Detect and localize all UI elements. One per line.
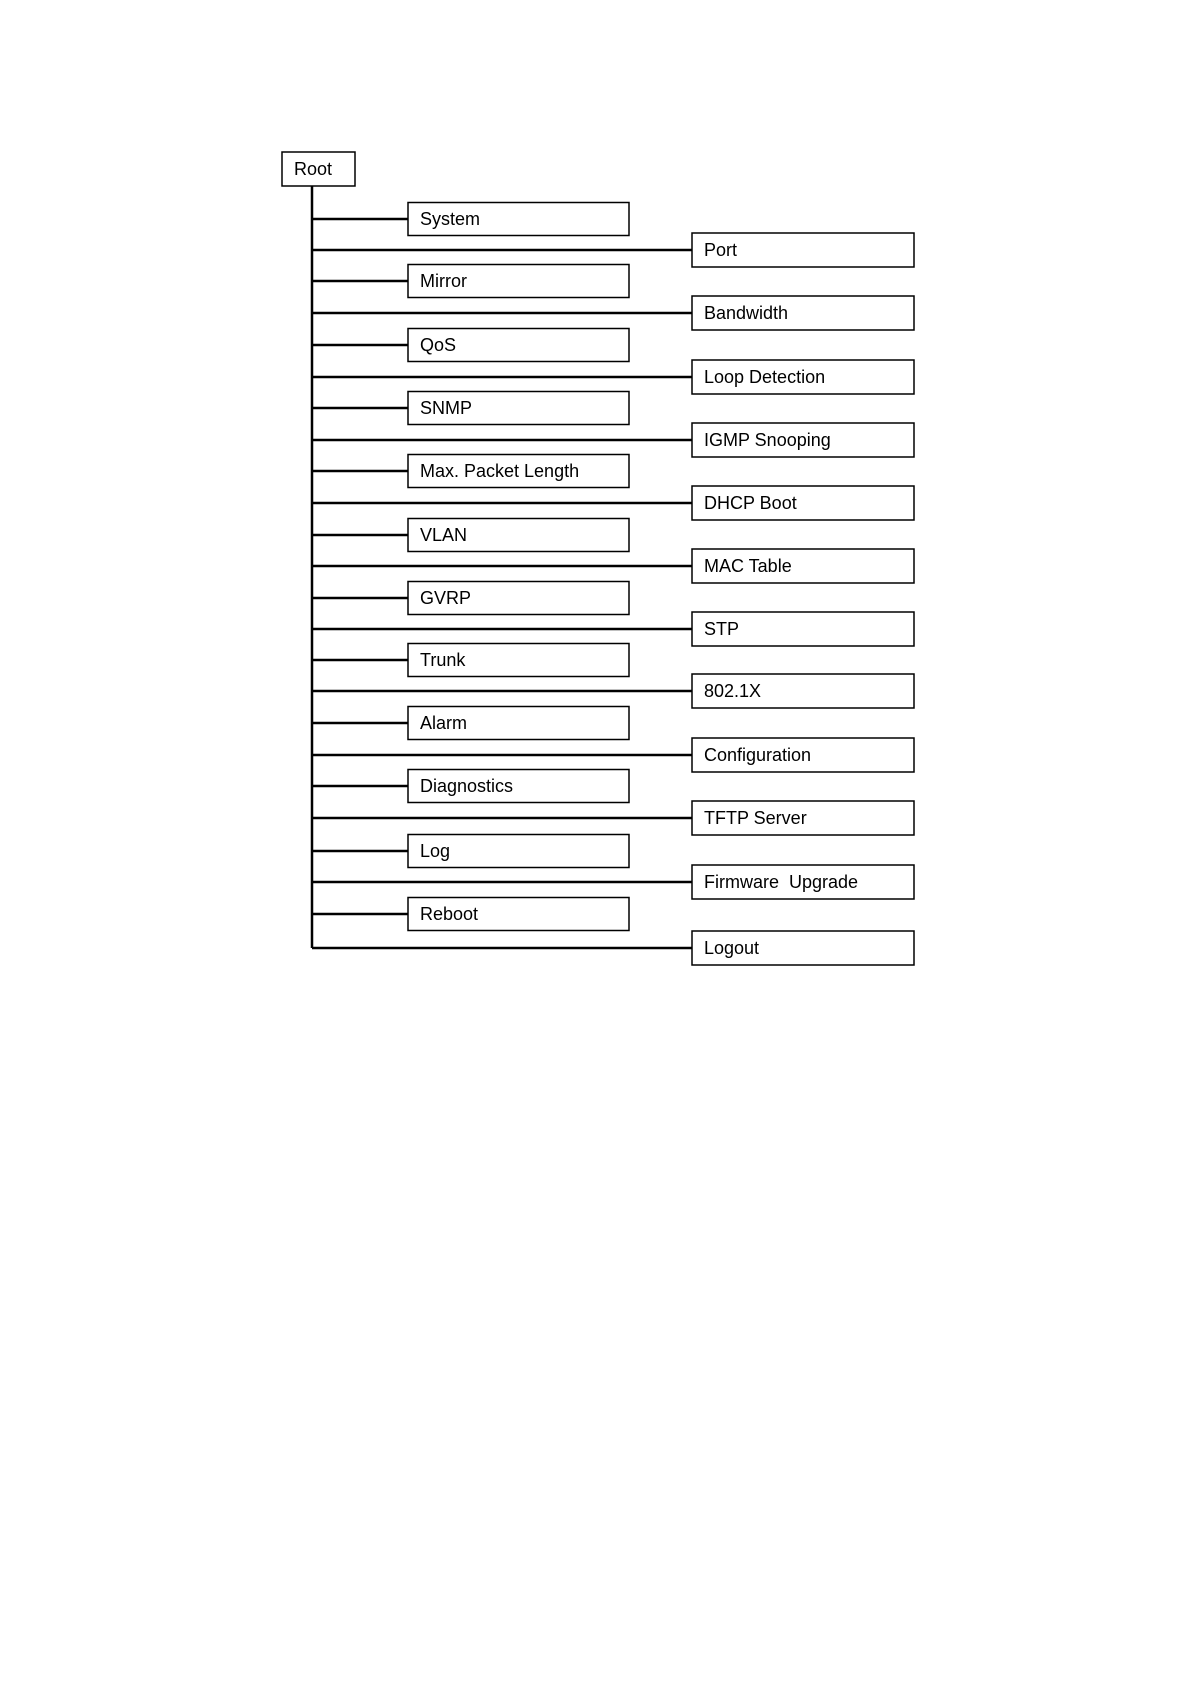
menu-node-gvrp: [312, 582, 629, 615]
menu-node-configuration: [312, 738, 914, 772]
menu-node-label-802-1x: 802.1X: [704, 681, 762, 701]
menu-node-system: [312, 203, 629, 236]
menu-node-logout: [312, 931, 914, 965]
menu-node-label-alarm: Alarm: [420, 713, 468, 733]
menu-node-diagnostics: [312, 770, 629, 803]
menu-node-802-1x: [312, 674, 914, 708]
menu-node-qos: [312, 329, 629, 362]
menu-node-label-gvrp: GVRP: [420, 588, 472, 608]
menu-node-label-max-packet-length: Max. Packet Length: [420, 461, 580, 481]
menu-node-label-snmp: SNMP: [420, 398, 473, 418]
root-node: [282, 152, 355, 186]
menu-node-label-loop-detection: Loop Detection: [704, 367, 826, 387]
menu-node-label-dhcp-boot: DHCP Boot: [704, 493, 797, 513]
menu-node-igmp-snooping: [312, 423, 914, 457]
menu-node-label-diagnostics: Diagnostics: [420, 776, 514, 796]
menu-node-firmware-upgrade: [312, 865, 914, 899]
menu-node-label-mac-table: MAC Table: [704, 556, 792, 576]
menu-node-stp: [312, 612, 914, 646]
menu-node-alarm: [312, 707, 629, 740]
menu-node-tftp-server: [312, 801, 914, 835]
menu-node-label-reboot: Reboot: [420, 904, 479, 924]
menu-node-label-log: Log: [420, 841, 451, 861]
menu-node-bandwidth: [312, 296, 914, 330]
menu-node-port: [312, 233, 914, 267]
menu-node-label-qos: QoS: [420, 335, 457, 355]
menu-node-max-packet-length: [312, 455, 629, 488]
menu-node-trunk: [312, 644, 629, 677]
menu-node-label-tftp-server: TFTP Server: [704, 808, 807, 828]
menu-node-label-stp: STP: [704, 619, 740, 639]
menu-node-label-bandwidth: Bandwidth: [704, 303, 789, 323]
menu-node-mirror: [312, 265, 629, 298]
menu-node-reboot: [312, 898, 629, 931]
menu-node-label-mirror: Mirror: [420, 271, 467, 291]
menu-node-label-logout: Logout: [704, 938, 760, 958]
menu-node-log: [312, 835, 629, 868]
root-node-label: Root: [294, 159, 333, 179]
menu-node-snmp: [312, 392, 629, 425]
menu-node-label-igmp-snooping: IGMP Snooping: [704, 430, 831, 450]
menu-node-label-port: Port: [704, 240, 738, 260]
menu-node-label-vlan: VLAN: [420, 525, 468, 545]
menu-node-mac-table: [312, 549, 914, 583]
menu-node-label-firmware-upgrade: Firmware Upgrade: [704, 872, 859, 892]
menu-node-label-trunk: Trunk: [420, 650, 466, 670]
menu-node-dhcp-boot: [312, 486, 914, 520]
menu-node-label-configuration: Configuration: [704, 745, 812, 765]
menu-node-loop-detection: [312, 360, 914, 394]
branch-group: [312, 203, 914, 966]
menu-node-vlan: [312, 519, 629, 552]
menu-node-label-system: System: [420, 209, 481, 229]
